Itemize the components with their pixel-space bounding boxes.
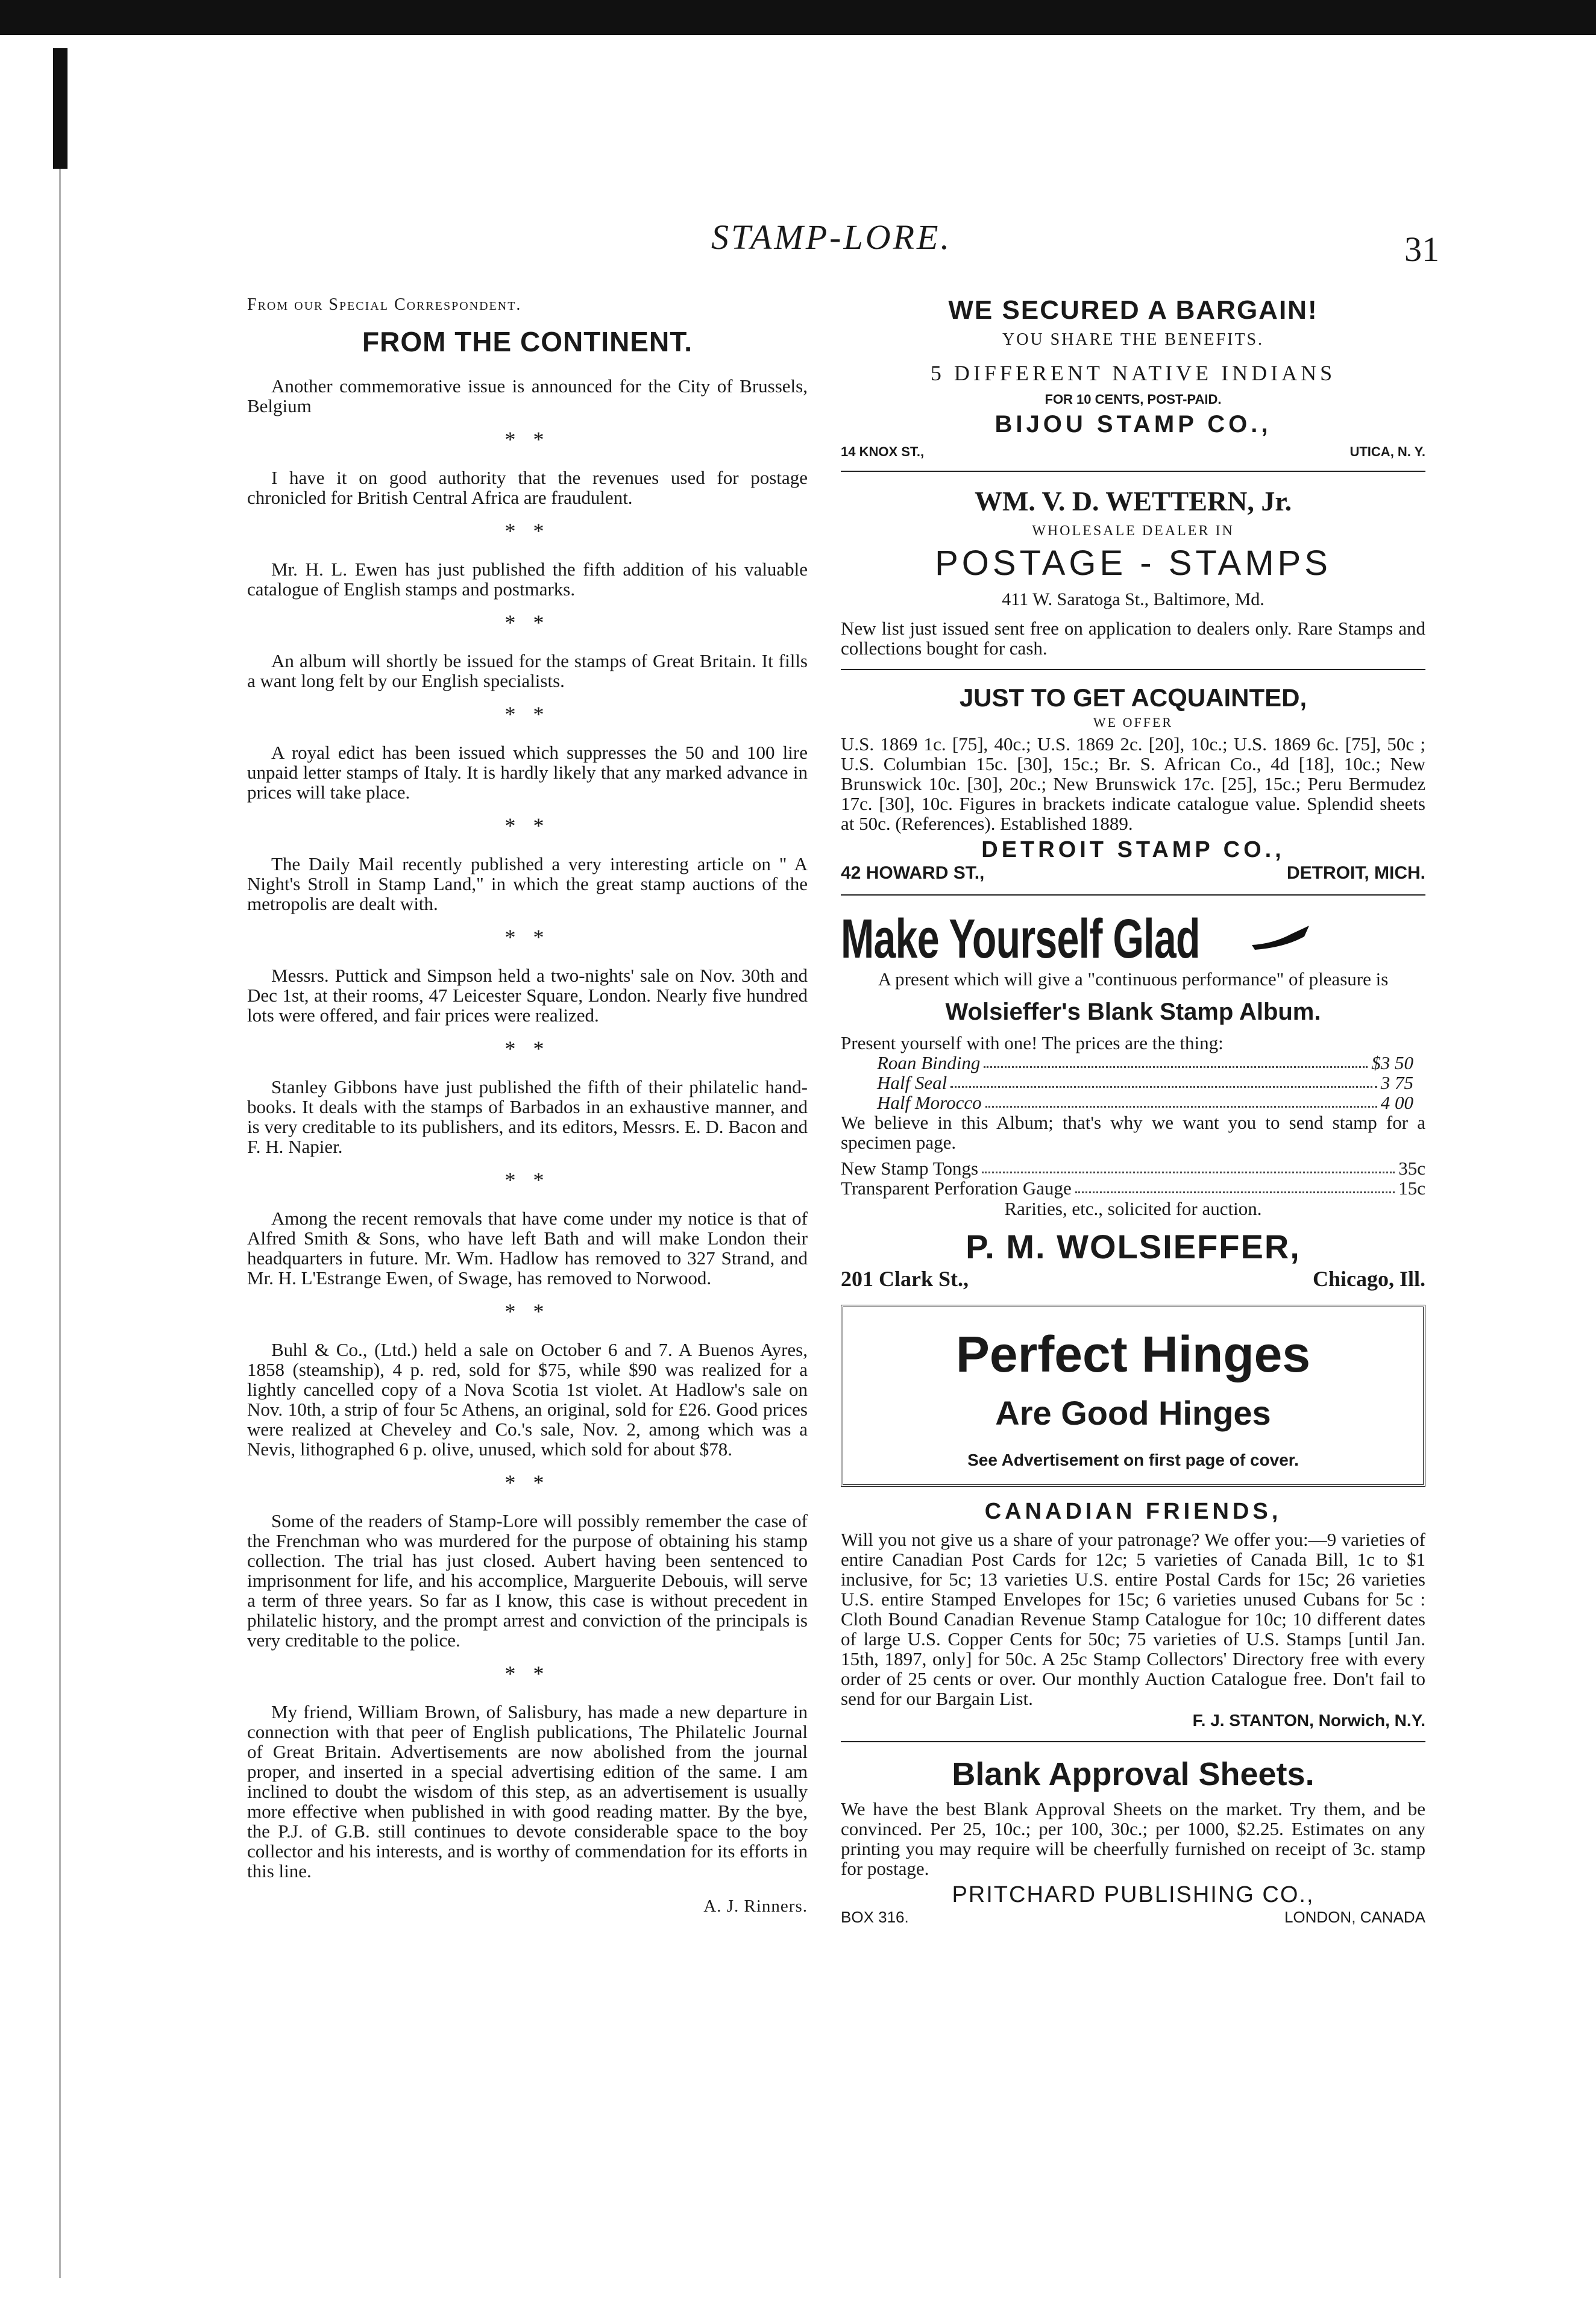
pointing-hand-icon (1249, 921, 1315, 957)
ad-headline-row (841, 909, 1425, 969)
ad-text: Will you not give us a share of your patronage? We offer you:—9 varieties of entire Canadian Post Cards for 12c; 5 varieties of Canada Bill, 1c to $1 inclusive, for 5c; 13 varieties U.S. entire Postal Cards for 15c; 26 varieties U.S. entire Stamped Envelopes for 15c; 6 varieties unused Cubans for 5c : Cloth Bound Canadian Revenue Stamp Catalogue for 10c; 10 different dates of large U.S. Copper Cents for 50c; 75 varieties of U.S. Stamps [until Jan. 15th, 1897, only] for 50c. A 25c Stamp Collectors' Directory free with every order of 25 cents or over. Our monthly Auction Catalogue free. Don't fail to send for our Bargain List. (841, 1529, 1425, 1709)
ad-address (841, 1908, 1425, 1927)
news-item: Buhl & Co., (Ltd.) held a sale on October 6 and 7. A Buenos Ayres, 1858 (steamship), 4 p. red, sold for $75, while $90 was realized for a lightly cancelled copy of a Nova Scotia 1st violet. At Hadlow's sale on Nov. 10th, a strip of four 5c Athens, an original, sold for £26. Good prices were realized at Cheveley and Co.'s sale, Nov. 2, among which was a Nevis, lithographed 6 p. olive, unused, which sold for about $78. (247, 1339, 808, 1460)
separator-stars: * * (504, 702, 550, 726)
ad-address: 411 W. Saratoga St., Baltimore, Md. (1002, 589, 1265, 609)
separator-stars: * * (504, 1299, 550, 1323)
price-row: Half Morocco 4 00 (877, 1092, 1413, 1113)
page-number: 31 (1404, 230, 1439, 269)
separator-stars: * * (504, 925, 550, 949)
ad-divider (841, 471, 1425, 472)
ad-text: New list just issued sent free on application to dealers only. Rare Stamps and collections bought for cash. (841, 618, 1425, 659)
ad-signature: F. J. STANTON, Norwich, N.Y. (1192, 1711, 1425, 1730)
ad-intro: A present which will give a "continuous performance" of pleasure is (878, 968, 1389, 990)
ad-wettern (841, 485, 1425, 670)
ad-subhead: WE OFFER (1093, 715, 1173, 730)
ad-headline: WE SECURED A BARGAIN! (948, 295, 1318, 325)
item-row: Transparent Perforation Gauge 15c (841, 1178, 1425, 1199)
ad-rarities: Rarities, etc., solicited for auction. (1004, 1198, 1262, 1219)
ad-city: Chicago, Ill. (1312, 1267, 1425, 1291)
scan-left-border (53, 48, 68, 169)
running-title: STAMP-LORE. (711, 218, 952, 257)
ad-city: UTICA, N. Y. (1349, 444, 1425, 459)
ad-company: DETROIT STAMP CO., (981, 837, 1285, 862)
ad-subhead: WHOLESALE DEALER IN (1032, 523, 1234, 539)
separator-stars: * * (504, 814, 550, 838)
scan-top-border (0, 0, 1596, 35)
ad-offer: 5 DIFFERENT NATIVE INDIANS (930, 361, 1336, 385)
news-item: Messrs. Puttick and Simpson held a two-nights' sale on Nov. 30th and Dec 1st, at their rooms, 47 Leicester Square, London. Nearly five hundred lots were offered, and fair prices were realized. (247, 965, 808, 1026)
ad-city: LONDON, CANADA (1284, 1908, 1425, 1926)
ad-headline: Make Yourself Glad (841, 908, 1200, 970)
ad-goods: POSTAGE - STAMPS (935, 544, 1331, 583)
ad-headline: Perfect Hinges (955, 1326, 1311, 1382)
news-item: Stanley Gibbons have just published the fifth of their philatelic hand-books. It deals with the stamps of Barbados in an exhaustive manner, and is very creditable to its publishers, and its editors, Messrs. E. D. Bacon and F. H. Napier. (247, 1076, 808, 1157)
left-column (247, 295, 808, 1916)
separator-stars: * * (504, 1168, 550, 1192)
item-row: New Stamp Tongs 35c (841, 1158, 1425, 1179)
ad-company: P. M. WOLSIEFFER, (966, 1228, 1301, 1266)
ad-note: See Advertisement on first page of cover. (967, 1451, 1299, 1469)
news-item: I have it on good authority that the revenues used for postage chronicled for British Central Africa are fraudulent. (247, 467, 808, 508)
page-header (0, 217, 1596, 271)
ad-box: BOX 316. (841, 1908, 909, 1926)
ad-bijou (841, 295, 1425, 472)
ad-subhead: Are Good Hinges (995, 1394, 1271, 1432)
ad-text: U.S. 1869 1c. [75], 40c.; U.S. 1869 2c. [20], 10c.; U.S. 1869 6c. [75], 50c ; U.S. Columbian 15c. [30], 15c.; Br. S. African Co., 4d [18], 10c.; New Brunswick 10c. [30], 20c.; New Brunswick 17c. [25], 15c.; Peru Bermudez 17c. [30], 10c. Figures in brackets indicate catalogue value. Splendid sheets at 50c. (References). Established 1889. (841, 733, 1425, 834)
ad-headline: JUST TO GET ACQUAINTED, (959, 683, 1307, 712)
ad-street: 14 KNOX ST., (841, 444, 925, 459)
ad-prices-intro: Present yourself with one! The prices are the thing: (841, 1032, 1224, 1053)
ad-address (841, 444, 1425, 460)
ad-price: FOR 10 CENTS, POST-PAID. (1045, 392, 1222, 407)
separator-stars: * * (504, 610, 550, 635)
news-item: My friend, William Brown, of Salisbury, has made a new departure in connection with that peer of English publications, The Philatelic Journal of Great Britain. Advertisements are now abolished from the journal proper, and inserted in a special advertising edition of the same. I am inclined to doubt the wisdom of this step, as an advertisement is usually more effective when published in with good reading matter. By the bye, the P.J. of G.B. still continues to devote considerable space to the boy collector and his interests, and is worthy of commendation for its efforts in this line. (247, 1701, 808, 1881)
separator-stars: * * (504, 1470, 550, 1495)
ad-company: BIJOU STAMP CO., (994, 411, 1272, 438)
author-signature: A. J. Rinners. (703, 1897, 808, 1916)
separator-stars: * * (504, 519, 550, 543)
scan-left-edge (59, 169, 61, 2278)
ad-wolsieffer (841, 909, 1425, 1291)
ad-product: Wolsieffer's Blank Stamp Album. (945, 999, 1321, 1025)
ad-divider (841, 669, 1425, 670)
separator-stars: * * (504, 427, 550, 451)
news-item: Among the recent removals that have come under my notice is that of Alfred Smith & Sons, who have left Bath and will make London their headquarters in future. Mr. Wm. Hadlow has removed to 327 Strand, and Mr. H. L'Estrange Ewen, of Swage, has removed to Norwood. (247, 1208, 808, 1288)
ad-headline: CANADIAN FRIENDS, (984, 1499, 1282, 1524)
ad-pritchard (841, 1756, 1425, 1927)
ad-city: DETROIT, MICH. (1287, 863, 1425, 883)
ad-hinges (841, 1305, 1425, 1487)
news-item: An album will shortly be issued for the stamps of Great Britain. It fills a want long felt by our English specialists. (247, 650, 808, 691)
separator-stars: * * (504, 1037, 550, 1061)
ad-subhead: YOU SHARE THE BENEFITS. (1002, 330, 1265, 349)
separator-stars: * * (504, 1662, 550, 1686)
ad-divider (841, 1741, 1425, 1742)
ad-headline: WM. V. D. WETTERN, Jr. (974, 486, 1292, 516)
ad-company: PRITCHARD PUBLISHING CO., (952, 1882, 1315, 1907)
ad-detroit (841, 683, 1425, 896)
ad-street: 42 HOWARD ST., (841, 863, 985, 883)
dateline: From our Special Correspondent. (247, 295, 522, 314)
article-heading: FROM THE CONTINENT. (362, 326, 693, 357)
ad-address (841, 1266, 1425, 1291)
ad-text: We believe in this Album; that's why we want you to send stamp for a specimen page. (841, 1112, 1425, 1153)
ad-stanton (841, 1499, 1425, 1742)
news-item: The Daily Mail recently published a very interesting article on " A Night's Stroll in Stamp Land," in which the great stamp auctions of the metropolis are dealt with. (247, 853, 808, 914)
ad-street: 201 Clark St., (841, 1267, 969, 1291)
news-item: Mr. H. L. Ewen has just published the fifth addition of his valuable catalogue of English stamps and postmarks. (247, 559, 808, 600)
ad-address (841, 863, 1425, 883)
ad-headline: Blank Approval Sheets. (952, 1756, 1315, 1792)
ad-divider (841, 894, 1425, 896)
news-item: Another commemorative issue is announced for the City of Brussels, Belgium (247, 375, 808, 416)
ad-text: We have the best Blank Approval Sheets on the market. Try them, and be convinced. Per 25, 10c.; per 100, 30c.; per 1000, $2.25. Estimates on any printing you may require will be cheerfully furnished on receipt of 3c. stamp for postage. (841, 1798, 1425, 1879)
price-row: Half Seal 3 75 (877, 1072, 1413, 1093)
news-item: A royal edict has been issued which suppresses the 50 and 100 lire unpaid letter stamps of Italy. It is hardly likely that any marked advance in prices will take place. (247, 742, 808, 803)
news-item: Some of the readers of Stamp-Lore will possibly remember the case of the Frenchman who was murdered for the purpose of obtaining his stamp collection. The trial has just closed. Aubert having been sentenced to imprisonment for life, and his accomplice, Marguerite Debouis, will serve a term of three years. So far as I know, this case is without precedent in philatelic history, and the prompt arrest and conviction of the principals is very creditable to the police. (247, 1510, 808, 1651)
right-column (841, 295, 1425, 1940)
price-row: Roan Binding $3 50 (877, 1052, 1413, 1073)
